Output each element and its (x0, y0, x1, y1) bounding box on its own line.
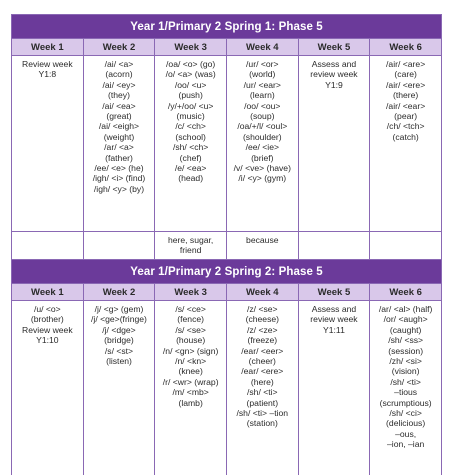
grapheme-line: (shoulder) (242, 131, 282, 142)
grapheme-line: (listen) (106, 356, 132, 367)
grapheme-row (12, 56, 442, 232)
grapheme-line: (station) (246, 418, 278, 429)
grapheme-line: (push) (178, 90, 203, 101)
grapheme-line: (acorn) (105, 69, 133, 80)
grapheme-line: /o/ <a> (was) (165, 69, 216, 80)
week-header-6: Week 6 (370, 39, 442, 56)
grapheme-line: /zh/ <si> (389, 356, 422, 367)
week-1-cell (12, 56, 84, 232)
grapheme-line: /sh/ <ti> (390, 376, 421, 387)
grapheme-line: /r/ <wr> (wrap) (162, 376, 219, 387)
grapheme-line: /ar/ <a> (104, 142, 134, 153)
grapheme-line: /sh/ <ss> (388, 335, 424, 346)
grapheme-line: /u/ <o> (33, 304, 61, 314)
tricky-words-week-5 (298, 232, 370, 263)
grapheme-line: /s/ <se> (175, 324, 206, 335)
tricky-words-week-4: because (226, 232, 298, 263)
grapheme-line: (soup) (250, 111, 275, 122)
grapheme-line: (great) (106, 111, 132, 122)
grapheme-line: /ai/ <ey> (102, 79, 136, 90)
grapheme-line: /ai/ <ea> (102, 100, 136, 111)
grapheme-line: (catch) (392, 131, 419, 142)
grapheme-line: /s/ <ce> (175, 304, 206, 314)
grapheme-line: Y1:8 (38, 69, 57, 80)
spring1-phase5-table (11, 14, 442, 263)
grapheme-line: /igh/ <y> (by) (93, 183, 145, 194)
week-5-cell (298, 301, 370, 475)
grapheme-line: Assess and (311, 59, 357, 69)
grapheme-line: /sh/ <ti> –tion (236, 408, 289, 419)
grapheme-line: /ear/ <eer> (241, 345, 284, 356)
grapheme-line: Y1:9 (325, 79, 343, 90)
grapheme-line: /ee/ <ie> (245, 142, 280, 153)
grapheme-line: (fence) (177, 314, 205, 325)
grapheme-line: /e/ <ea> (174, 163, 207, 174)
grapheme-line: (chef) (179, 152, 202, 163)
grapheme-line: /j/ <g> (gem) (94, 304, 144, 314)
grapheme-line: /v/ <ve> (have) (233, 163, 291, 174)
grapheme-line: (pear) (394, 111, 418, 122)
grapheme-line: /ur/ <ear> (243, 79, 281, 90)
tricky-words-week-3: here, sugar, friend (155, 232, 227, 263)
grapheme-line: /or/ <augh> (383, 314, 428, 325)
grapheme-line: (house) (176, 335, 206, 346)
grapheme-line: (scrumptious) (379, 397, 432, 408)
tricky-words-week-1 (12, 232, 84, 263)
grapheme-line: Review week (22, 59, 73, 69)
grapheme-line: /z/ <ze> (247, 324, 278, 335)
week-6-cell (370, 56, 442, 232)
grapheme-line: (knee) (178, 366, 203, 377)
week-2-cell (83, 301, 155, 475)
grapheme-line: /oo/ <ou> (244, 100, 281, 111)
week-header-5: Week 5 (298, 284, 370, 301)
grapheme-line: /air/ <ere> (386, 79, 426, 90)
grapheme-line: (world) (249, 69, 276, 80)
week-3-cell (155, 301, 227, 475)
week-header-2: Week 2 (83, 284, 155, 301)
grapheme-line: /m/ <mb> (172, 387, 209, 398)
grapheme-line: /igh/ <i> (find) (92, 173, 146, 184)
week-header-4: Week 4 (226, 284, 298, 301)
grapheme-line: (there) (392, 90, 419, 101)
week-header-row (12, 284, 442, 301)
grapheme-line: Y1:11 (323, 324, 345, 335)
grapheme-line: /sh/ <ci> (389, 408, 422, 419)
grapheme-line: –ion, –ian (387, 439, 425, 450)
grapheme-line: /ch/ <tch> (386, 121, 425, 132)
grapheme-line: (brief) (251, 152, 274, 163)
grapheme-line: (care) (394, 69, 417, 80)
grapheme-line: /air/ <ear> (386, 100, 426, 111)
grapheme-line: (session) (388, 345, 424, 356)
grapheme-line: /z/ <se> (247, 304, 278, 314)
grapheme-line: review week (310, 314, 358, 325)
grapheme-line: /ee/ <e> (he) (94, 163, 144, 174)
tricky-words-week-6 (370, 232, 442, 263)
grapheme-line: /n/ <gn> (sign) (162, 345, 219, 356)
week-header-2: Week 2 (83, 39, 155, 56)
grapheme-line: (freeze) (247, 335, 278, 346)
grapheme-line: (here) (250, 376, 274, 387)
week-header-3: Week 3 (155, 284, 227, 301)
grapheme-line: (caught) (389, 324, 422, 335)
grapheme-line: –ous, (395, 428, 417, 439)
tricky-words-week-2 (83, 232, 155, 263)
grapheme-line: (lamb) (178, 397, 203, 408)
week-header-4: Week 4 (226, 39, 298, 56)
grapheme-line: /j/ <ge>(fringe) (91, 314, 147, 325)
spring2-phase5-table (11, 259, 442, 475)
grapheme-line: (delicious) (386, 418, 426, 429)
week-4-cell (226, 301, 298, 475)
grapheme-line: /ai/ <eigh> (98, 121, 140, 132)
table-title: Year 1/Primary 2 Spring 2: Phase 5 (12, 260, 442, 284)
grapheme-line: /ar/ <al> (half) (378, 304, 433, 314)
grapheme-line: /oa/+/l/ <oul> (237, 121, 288, 132)
grapheme-line: (cheer) (248, 356, 276, 367)
tricky-words-row (12, 232, 442, 263)
grapheme-line: /sh/ <ch> (172, 142, 209, 153)
grapheme-line: Review week (22, 324, 73, 335)
grapheme-line: review week (310, 69, 358, 80)
grapheme-line: (learn) (249, 90, 275, 101)
grapheme-line: (vision) (391, 366, 420, 377)
grapheme-line: (head) (178, 173, 204, 184)
week-header-row (12, 39, 442, 56)
grapheme-row (12, 301, 442, 475)
grapheme-line: /ur/ <or> (246, 59, 279, 69)
grapheme-line: (father) (105, 152, 133, 163)
grapheme-line: /oo/ <u> (174, 79, 207, 90)
week-header-1: Week 1 (12, 284, 84, 301)
week-header-3: Week 3 (155, 39, 227, 56)
grapheme-line: /n/ <kn> (175, 356, 207, 367)
week-header-1: Week 1 (12, 39, 84, 56)
grapheme-line: (music) (176, 111, 205, 122)
grapheme-line: –tious (394, 387, 418, 398)
week-6-cell (370, 301, 442, 475)
week-1-cell (12, 301, 84, 475)
week-header-6: Week 6 (370, 284, 442, 301)
grapheme-line: /s/ <st> (104, 345, 134, 356)
grapheme-line: /c/ <ch> (175, 121, 206, 132)
week-3-cell (155, 56, 227, 232)
week-header-5: Week 5 (298, 39, 370, 56)
grapheme-line: (they) (108, 90, 130, 101)
grapheme-line: Assess and (311, 304, 357, 314)
grapheme-line: (cheese) (245, 314, 280, 325)
grapheme-line: (school) (175, 131, 206, 142)
grapheme-line: /y/+/oo/ <u> (167, 100, 214, 111)
grapheme-line: /ear/ <ere> (241, 366, 284, 377)
grapheme-line: (bridge) (104, 335, 134, 346)
table-title: Year 1/Primary 2 Spring 1: Phase 5 (12, 15, 442, 39)
grapheme-line: Y1:10 (36, 335, 59, 346)
grapheme-line: (patient) (246, 397, 279, 408)
week-4-cell (226, 56, 298, 232)
grapheme-line: /oa/ <o> (go) (166, 59, 216, 69)
grapheme-line: /i/ <y> (gym) (238, 173, 287, 184)
week-2-cell (83, 56, 155, 232)
grapheme-line: /air/ <are> (386, 59, 426, 69)
grapheme-line: /sh/ <ti> (247, 387, 278, 398)
week-5-cell (298, 56, 370, 232)
grapheme-line: /ai/ <a> (104, 59, 134, 69)
grapheme-line: (weight) (103, 131, 135, 142)
grapheme-line: (brother) (30, 314, 64, 325)
grapheme-line: /j/ <dge> (102, 324, 136, 335)
